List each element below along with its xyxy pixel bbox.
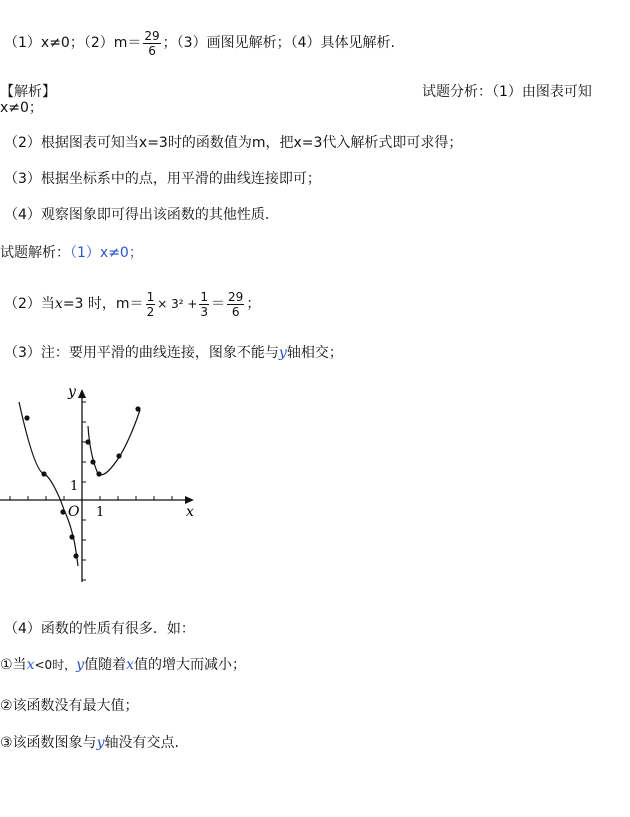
analysis-step-2: （2）根据图表可知当x=3时的函数值为m，把x=3代入解析式即可求得； [4,135,463,151]
fraction-one-third [199,290,209,319]
answer-fraction [143,29,160,58]
property-1-end: 值的增大而减小； [134,657,246,673]
property-1-x: x [26,657,35,673]
analysis-right-text: 试题分析：（1）由图表可知 [422,84,592,100]
property-item-3 [0,734,179,752]
solution-3-y: y [278,345,287,361]
property-1-y: y [76,657,85,673]
answer-fraction-numerator: 29 [144,28,160,43]
properties-intro: （4）函数的性质有很多．如： [4,621,195,637]
solution-2-x: x [54,296,63,312]
property-3-y: y [96,735,105,751]
property-1-lt: <0时， [34,658,77,672]
property-1-x2: x [126,657,134,673]
property-1-mid: 值随着 [84,657,127,673]
solution-line-3 [4,344,343,362]
x-axis-arrow [185,496,194,504]
y-axis-label: y [68,384,76,400]
solution-part-1: （1）x≠0； [70,245,143,261]
answer-fraction-denominator: 6 [143,43,160,58]
solution-2-end: ； [246,296,261,312]
analysis-header: 【解析】 [0,84,56,100]
solution-2-eq: ＝ [211,296,226,312]
fraction-one-third-den: 3 [200,304,209,319]
curve-right-branch [88,410,140,475]
origin-label: O [68,504,80,520]
solution-3-suffix: 轴相交； [286,345,343,361]
fraction-result-den: 6 [227,304,244,319]
property-3-prefix: ③该函数图象与 [0,735,97,751]
fraction-one-half-num: 1 [146,289,155,304]
property-3-end: 轴没有交点. [104,735,179,751]
function-graph [0,382,200,582]
property-1-prefix: ①当 [0,657,27,673]
solution-3-prefix: （3）注：要用平滑的曲线连接，图象不能与 [4,345,279,361]
fraction-result [227,290,244,319]
fraction-result-num: 29 [228,289,244,304]
x-axis-label: x [186,504,194,520]
analysis-step-3: （3）根据坐标系中的点，用平滑的曲线连接即可； [4,171,321,187]
answer-line [4,28,395,58]
answer-part-2: ；（3）画图见解析；（4）具体见解析. [162,35,395,51]
solution-2-prefix: （2）当 [4,296,55,312]
fraction-one-half-den: 2 [146,304,155,319]
fraction-one-half [146,290,156,319]
solution-2-suffix: =3 时，m＝ [62,296,144,312]
property-item-2: ②该函数没有最大值； [0,698,139,714]
y-tick-label-1: 1 [70,479,79,494]
analysis-continuation: x≠0； [0,100,43,116]
x-tick-label-1: 1 [96,505,105,520]
solution-line-2 [4,284,260,324]
solution-line-1 [0,244,143,262]
solution-2-mid: × 3² + [157,297,198,311]
y-axis-arrow [78,389,86,398]
answer-part-1: （1）x≠0；（2）m＝ [4,35,142,51]
fraction-one-third-num: 1 [200,289,209,304]
property-item-1 [0,656,246,674]
analysis-step-4: （4）观察图象即可得出该函数的其他性质. [4,207,270,223]
solution-label: 试题解析： [0,245,70,261]
